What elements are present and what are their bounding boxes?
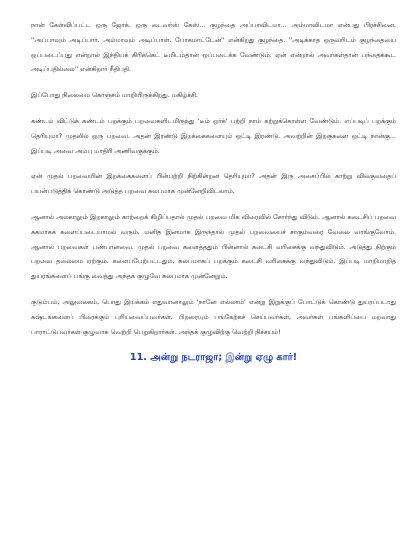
- paragraph-migratory-birds: கண்டம் விட்டுக் கண்டம் பறக்கும் பறவைகளிடமிருந்து 'டீம் ஒர்க்' பற்றி நாம் கற்றுக்கொள்ள வேண்டும். எப்படிப் பறக்கும் தெரியுமா? முதலில் ஒரு பறவை. அதன் இரண்டு இறக்கைகளையும் ஒட்டி இரண்டு. அவற்றின் இறகுகளை ஒட்டி நான்கு... இப்படி அவை அம்பு மாதிரி அணிவகுக்கும்.: [31, 116, 396, 155]
- paragraph-divorce-joke: நான் கேள்விப்பட்ட ஒரு ஜோக். ஒரு டைவர்ஸ் கேஸ்... குழந்தை அப்பாவிடமா... அம்மாவிடமா என்பது பிரச்சினை. ''அப்பாவும் அடிப்பார். அம்மாவும் அடிப்பாள். போகமாட்டேன்'' என்கிறது குழந்தை. ''அடிக்காத ஒருவரிடம் குழந்தையை ஒப்படைப்பது என்றால் இந்தியக் கிரிக்கெட் டீமிடம்தான் ஒப்படைக்க வேண்டும். ஏன் என்றால் அவர்கள்தான் பந்தைக்கூட அடிப்பதில்லை'' என்கிறார் நீதிபதி.: [31, 21, 396, 74]
- paragraph-team-success: குடும்பம், அலுவலகம், பொது இயக்கம் எதுவானாலும் 'நானே எல்லாம்' என்று இறுக்குப் போட்டுக் கொண்டு துயரப்படாது கஷ்டங்களைப் பிரைக்கும் புரியவைப்பவர்கள், பிறரையும் பங்கேற்கச் செய்பவர்கள், அவர்கள் பங்களிப்பை மறவாது பாராட்டுபவர்கள் குழுவாக வெற்றி பெறுகிறார்கள். அந்தக் குழுவிற்கு வெற்றி நிச்சயம்!: [31, 297, 396, 336]
- paragraph-situation-changed: இப்போது நிலைமை கொஞ்சம் மாறியிருக்கிறது. மகிழ்ச்சி.: [31, 91, 198, 100]
- paragraph-why-follow: ஏன் முதல் பறவையின் இறக்கைகளைப் பின்பற்றி நிற்கின்றன தெரியுமா? அதன் இரு அசைப்பில் காற்று விலகுவதைப் பயன்படுத்திக் கொண்டு அடுத்த பறவை சுலபமாக முன்னேறிவிடலாம்.: [31, 172, 396, 196]
- chapter-heading: 11. அன்று நடராஜா; இன்று ஏழு கார்!: [129, 352, 298, 364]
- paragraph-lead-bird-rotation: ஆனால் அலகாலும் இறகாலும் காற்றைக் கிழிப்பதால் முதல் பறவை மிக விரைவில் சோர்ந்து விடும். ஆனால் கடைசிப் பறவை சுகமாகக் களைப்படையாமல் வரும். மனித இனமாக இருந்தால் முதல் பறவையைச் சாகும்வரை வேலை வாங்குவோம். ஆனால் பறவைகள் பண்பானவை. முதல் பறவை களைத்ததும் பின்னால் கடைசி வரிசைக்கு வந்துவிடும். அடுத்து நிற்கும் பறவை தலைமை ஏற்கும். களைப்பேற்பட்டதும், சுலபமாகப் பறக்கும் கடைசி வரிசைக்கு வந்துவிடும். இப்படி மாறிமாறித் துயரங்களைப் பங்கு வைத்து அந்தக் குழுவே சுலபமாக முன்னேறும்.: [31, 212, 396, 281]
